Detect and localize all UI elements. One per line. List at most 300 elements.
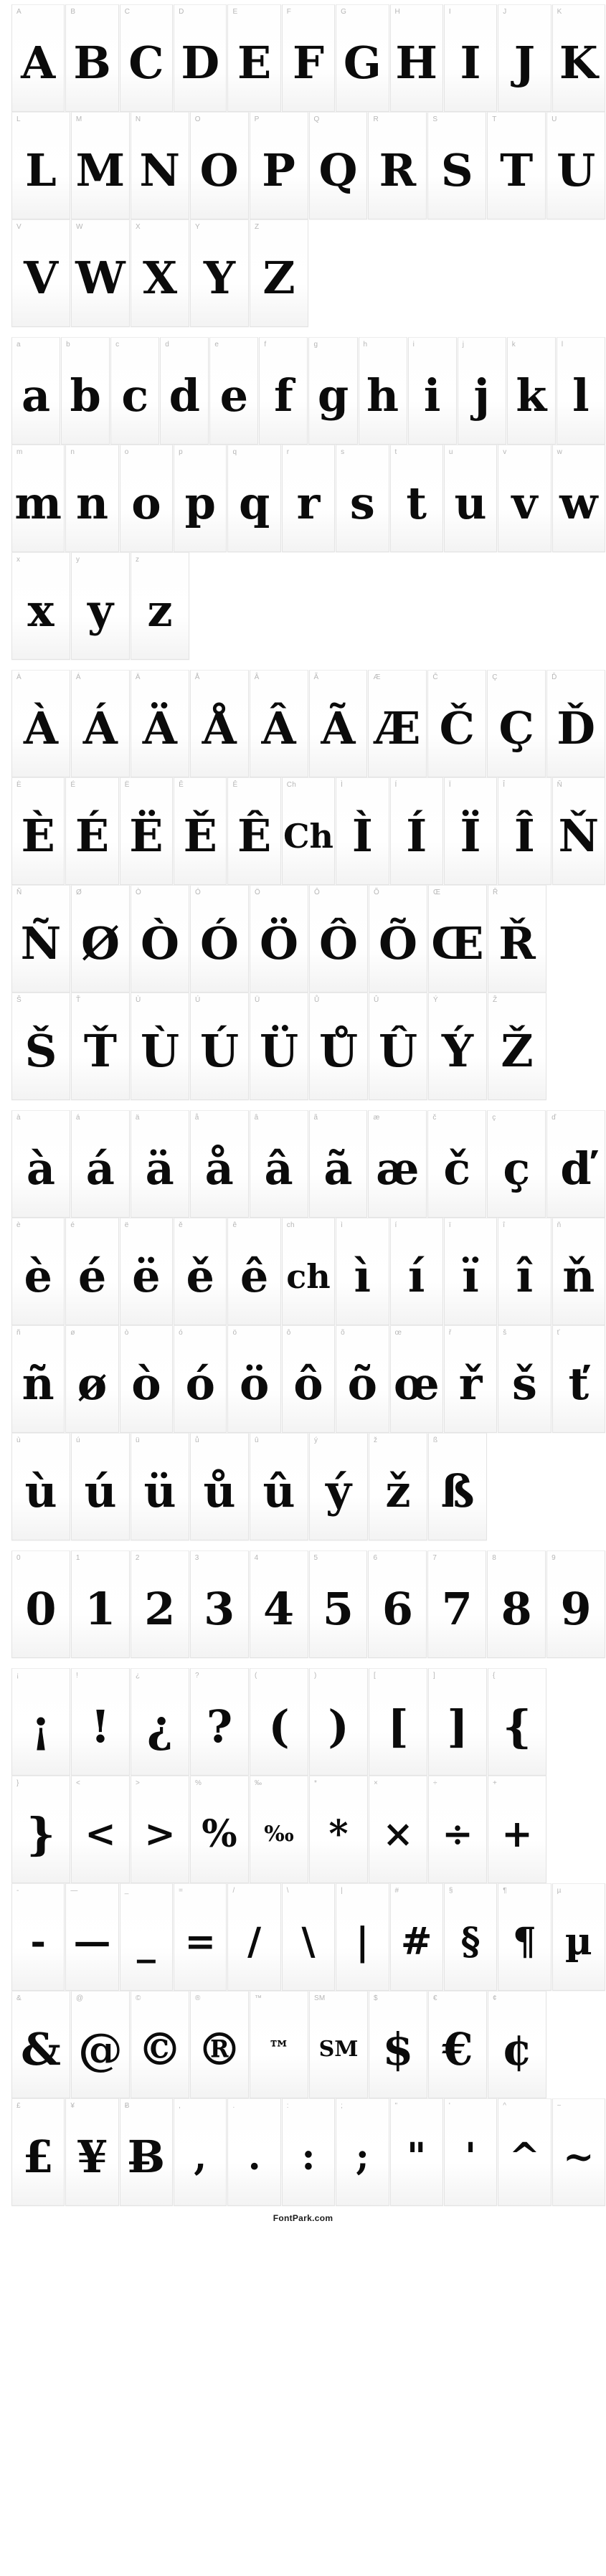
- glyph-cell[interactable]: [120, 1218, 173, 1325]
- glyph-cell[interactable]: [498, 445, 551, 552]
- glyph-label: *: [314, 1779, 318, 1787]
- glyph-cell[interactable]: [428, 1991, 487, 2098]
- glyph-cell[interactable]: [390, 2098, 443, 2206]
- glyph-label: h: [363, 341, 368, 349]
- glyph-character: f: [274, 369, 293, 422]
- glyph-cell[interactable]: [488, 1991, 546, 2098]
- glyph-cell[interactable]: [71, 552, 130, 660]
- glyph-cell[interactable]: [11, 4, 65, 112]
- glyph-cell[interactable]: [428, 1776, 487, 1883]
- glyph-cell[interactable]: [309, 1110, 368, 1218]
- glyph-cell[interactable]: [11, 112, 70, 219]
- glyph-cell[interactable]: [11, 993, 70, 1100]
- glyph-cell[interactable]: [131, 1776, 189, 1883]
- glyph-cell[interactable]: [359, 337, 407, 445]
- glyph-row-punct-3: [0, 1883, 606, 1991]
- glyph-cell[interactable]: [336, 4, 389, 112]
- glyph-label: t: [394, 448, 397, 456]
- glyph-cell[interactable]: [336, 1883, 389, 1991]
- glyph-cell[interactable]: [552, 777, 605, 885]
- glyph-label: Ch: [286, 781, 296, 789]
- glyph-label: Õ: [374, 889, 379, 896]
- glyph-cell[interactable]: [427, 1110, 486, 1218]
- glyph-row-lower-2: [0, 445, 606, 552]
- glyph-cell[interactable]: [71, 1110, 130, 1218]
- glyph-cell[interactable]: [390, 4, 443, 112]
- glyph-label: č: [432, 1114, 437, 1122]
- glyph-character: O: [199, 144, 239, 196]
- glyph-label: é: [70, 1221, 75, 1229]
- glyph-cell[interactable]: [227, 777, 280, 885]
- glyph-label: Ě: [179, 781, 184, 789]
- glyph-cell[interactable]: [428, 1668, 487, 1776]
- glyph-cell[interactable]: [110, 337, 159, 445]
- glyph-cell[interactable]: [190, 993, 249, 1100]
- glyph-cell[interactable]: [552, 2098, 605, 2206]
- glyph-cell[interactable]: [498, 777, 551, 885]
- glyph-label: U: [551, 115, 557, 123]
- glyph-cell[interactable]: [120, 2098, 173, 2206]
- glyph-cell[interactable]: [11, 1433, 70, 1540]
- glyph-cell[interactable]: [282, 4, 335, 112]
- glyph-character: ?: [206, 1700, 233, 1753]
- glyph-cell[interactable]: [282, 2098, 335, 2206]
- glyph-label: æ: [373, 1114, 380, 1122]
- glyph-cell[interactable]: [131, 1550, 189, 1658]
- glyph-cell[interactable]: [11, 2098, 65, 2206]
- glyph-character: a: [21, 369, 51, 422]
- glyph-cell[interactable]: [174, 777, 227, 885]
- glyph-cell[interactable]: [428, 993, 487, 1100]
- glyph-character: ô: [293, 1358, 323, 1410]
- glyph-cell[interactable]: [368, 1550, 427, 1658]
- glyph-cell[interactable]: [174, 4, 227, 112]
- glyph-cell[interactable]: [11, 885, 70, 993]
- glyph-cell[interactable]: [309, 1776, 368, 1883]
- glyph-cell[interactable]: [71, 885, 130, 993]
- glyph-cell[interactable]: [71, 1991, 130, 2098]
- glyph-cell[interactable]: [190, 1110, 249, 1218]
- glyph-cell[interactable]: [11, 445, 65, 552]
- glyph-cell[interactable]: [369, 1668, 427, 1776]
- glyph-character: [: [387, 1700, 409, 1753]
- glyph-cell[interactable]: [71, 1433, 130, 1540]
- glyph-cell[interactable]: [11, 1776, 70, 1883]
- glyph-label: Ë: [124, 781, 130, 789]
- glyph-cell[interactable]: [427, 112, 486, 219]
- glyph-cell[interactable]: [408, 337, 457, 445]
- glyph-cell[interactable]: [131, 552, 189, 660]
- glyph-cell[interactable]: [131, 1110, 189, 1218]
- glyph-cell[interactable]: [308, 337, 357, 445]
- glyph-cell[interactable]: [131, 1991, 189, 2098]
- glyph-cell[interactable]: [546, 1550, 605, 1658]
- glyph-character: ù: [24, 1465, 57, 1517]
- glyph-label: ;: [341, 2102, 344, 2110]
- glyph-cell[interactable]: [65, 1883, 118, 1991]
- glyph-cell[interactable]: [444, 1325, 497, 1433]
- glyph-cell[interactable]: [427, 670, 486, 777]
- glyph-character: ;: [355, 2135, 369, 2179]
- glyph-character: q: [238, 477, 270, 529]
- glyph-cell[interactable]: [65, 777, 118, 885]
- glyph-character: Æ: [374, 702, 421, 754]
- glyph-cell[interactable]: [250, 112, 308, 219]
- glyph-cell[interactable]: [190, 1776, 249, 1883]
- glyph-row-lower-1: [0, 337, 606, 445]
- glyph-cell[interactable]: [227, 2098, 280, 2206]
- glyph-cell[interactable]: [557, 337, 605, 445]
- glyph-cell[interactable]: [190, 1668, 249, 1776]
- glyph-cell[interactable]: [369, 1776, 427, 1883]
- glyph-label: ò: [124, 1329, 129, 1337]
- glyph-cell[interactable]: [546, 112, 605, 219]
- glyph-cell[interactable]: [190, 885, 249, 993]
- glyph-cell[interactable]: [444, 4, 497, 112]
- glyph-cell[interactable]: [498, 1218, 551, 1325]
- glyph-cell[interactable]: [309, 885, 368, 993]
- glyph-cell[interactable]: [428, 1433, 487, 1540]
- glyph-cell[interactable]: [71, 1776, 130, 1883]
- glyph-cell[interactable]: [250, 993, 308, 1100]
- glyph-character: ç: [503, 1142, 531, 1195]
- glyph-character: ‰: [264, 1822, 294, 1847]
- glyph-cell[interactable]: [368, 112, 427, 219]
- glyph-cell[interactable]: [209, 337, 258, 445]
- glyph-cell[interactable]: [487, 112, 546, 219]
- glyph-character: å: [204, 1142, 234, 1195]
- glyph-label: Q: [313, 115, 320, 123]
- glyph-cell[interactable]: [11, 1325, 65, 1433]
- glyph-cell[interactable]: [309, 112, 368, 219]
- group-separator: [0, 1540, 606, 1550]
- glyph-label: Ô: [314, 889, 320, 896]
- glyph-label: Û: [374, 996, 379, 1004]
- glyph-cell[interactable]: [11, 552, 70, 660]
- glyph-cell[interactable]: [250, 1991, 308, 2098]
- glyph-row-symbols-2: [0, 2098, 606, 2206]
- glyph-cell[interactable]: [120, 777, 173, 885]
- glyph-cell[interactable]: [131, 993, 189, 1100]
- glyph-character: D: [181, 37, 220, 89]
- glyph-cell[interactable]: [174, 1325, 227, 1433]
- glyph-label: ù: [16, 1436, 21, 1444]
- glyph-cell[interactable]: [498, 1325, 551, 1433]
- glyph-cell[interactable]: [174, 445, 227, 552]
- glyph-cell[interactable]: [11, 1991, 70, 2098]
- glyph-cell[interactable]: [11, 1883, 65, 1991]
- glyph-cell[interactable]: [250, 219, 308, 327]
- glyph-label: ×: [374, 1779, 379, 1787]
- glyph-cell[interactable]: [282, 1883, 335, 1991]
- glyph-cell[interactable]: [498, 4, 551, 112]
- glyph-cell[interactable]: [444, 1218, 497, 1325]
- glyph-cell[interactable]: [250, 1433, 308, 1540]
- glyph-label: !: [76, 1672, 78, 1680]
- glyph-label: Ì: [341, 781, 344, 789]
- glyph-cell[interactable]: [11, 219, 70, 327]
- glyph-cell[interactable]: [131, 1668, 189, 1776]
- glyph-character: t: [406, 477, 427, 529]
- glyph-cell[interactable]: [174, 1883, 227, 1991]
- glyph-cell[interactable]: [71, 993, 130, 1100]
- glyph-character: Ì: [351, 810, 373, 862]
- glyph-cell[interactable]: [174, 2098, 227, 2206]
- glyph-label: È: [16, 781, 22, 789]
- glyph-cell[interactable]: [11, 1218, 65, 1325]
- glyph-character: ä: [145, 1142, 174, 1195]
- glyph-cell[interactable]: [120, 1883, 173, 1991]
- glyph-cell[interactable]: [546, 1110, 605, 1218]
- glyph-cell[interactable]: [458, 337, 506, 445]
- glyph-label: 9: [551, 1554, 556, 1562]
- glyph-cell[interactable]: [552, 1325, 605, 1433]
- glyph-label: ‰: [255, 1779, 262, 1787]
- glyph-cell[interactable]: [282, 777, 335, 885]
- glyph-label: R: [373, 115, 379, 123]
- glyph-cell[interactable]: [336, 777, 389, 885]
- glyph-character: o: [131, 477, 161, 529]
- glyph-character: 1: [85, 1583, 116, 1635]
- glyph-label: F: [286, 8, 292, 16]
- glyph-label: k: [511, 341, 516, 349]
- glyph-label: ¡: [16, 1672, 19, 1680]
- glyph-cell[interactable]: [131, 885, 189, 993]
- glyph-cell[interactable]: [227, 1883, 280, 1991]
- glyph-cell[interactable]: [11, 777, 65, 885]
- glyph-cell[interactable]: [444, 2098, 497, 2206]
- glyph-cell[interactable]: [160, 337, 209, 445]
- glyph-cell[interactable]: [336, 445, 389, 552]
- glyph-cell[interactable]: [309, 1550, 368, 1658]
- glyph-character: F: [292, 37, 324, 89]
- glyph-cell[interactable]: [369, 885, 427, 993]
- glyph-label: Ň: [557, 781, 563, 789]
- glyph-cell[interactable]: [390, 777, 443, 885]
- glyph-character: ]: [447, 1700, 468, 1753]
- glyph-label: 5: [313, 1554, 318, 1562]
- glyph-character: %: [202, 1812, 237, 1856]
- glyph-cell[interactable]: [120, 1325, 173, 1433]
- glyph-cell[interactable]: [444, 777, 497, 885]
- glyph-cell[interactable]: [428, 885, 487, 993]
- glyph-cell[interactable]: [131, 1433, 189, 1540]
- glyph-label: K: [557, 8, 562, 16]
- glyph-label: Ř: [493, 889, 498, 896]
- glyph-label: o: [124, 448, 129, 456]
- glyph-label: A: [16, 8, 22, 16]
- glyph-label: Á: [75, 673, 81, 681]
- glyph-character: ø: [77, 1358, 108, 1410]
- glyph-cell[interactable]: [336, 1325, 389, 1433]
- glyph-cell[interactable]: [498, 2098, 551, 2206]
- glyph-cell[interactable]: [227, 1325, 280, 1433]
- glyph-character: Ë: [129, 810, 164, 862]
- glyph-row-upper-2: [0, 112, 606, 219]
- glyph-cell[interactable]: [190, 1550, 249, 1658]
- glyph-cell[interactable]: [487, 1110, 546, 1218]
- glyph-cell[interactable]: [65, 1325, 118, 1433]
- glyph-label: õ: [341, 1329, 345, 1337]
- glyph-character: Ê: [237, 810, 272, 862]
- glyph-cell[interactable]: [390, 1883, 443, 1991]
- glyph-character: §: [460, 1920, 480, 1964]
- glyph-character: —: [73, 1920, 111, 1964]
- glyph-cell[interactable]: [368, 1110, 427, 1218]
- glyph-cell[interactable]: [131, 219, 189, 327]
- glyph-label: b: [66, 341, 70, 349]
- glyph-cell[interactable]: [71, 670, 130, 777]
- glyph-cell[interactable]: [336, 2098, 389, 2206]
- glyph-character: =: [184, 1920, 217, 1964]
- glyph-character: }: [27, 1808, 55, 1860]
- glyph-cell[interactable]: [390, 445, 443, 552]
- glyph-cell[interactable]: [427, 1550, 486, 1658]
- glyph-label: q: [232, 448, 237, 456]
- glyph-cell[interactable]: [487, 1550, 546, 1658]
- glyph-character: ň: [562, 1250, 595, 1302]
- glyph-cell[interactable]: [259, 337, 308, 445]
- glyph-cell[interactable]: [11, 1110, 70, 1218]
- glyph-cell[interactable]: [190, 219, 249, 327]
- glyph-cell[interactable]: [190, 1433, 249, 1540]
- glyph-cell[interactable]: [250, 670, 308, 777]
- glyph-cell[interactable]: [309, 1433, 368, 1540]
- glyph-label: Ý: [433, 996, 438, 1004]
- glyph-cell[interactable]: [369, 993, 427, 1100]
- glyph-cell[interactable]: [65, 1218, 118, 1325]
- glyph-label: r: [286, 448, 290, 456]
- glyph-cell[interactable]: [369, 1433, 427, 1540]
- glyph-label: Ť: [76, 996, 81, 1004]
- glyph-cell[interactable]: [309, 1668, 368, 1776]
- glyph-cell[interactable]: [552, 4, 605, 112]
- glyph-cell[interactable]: [11, 670, 70, 777]
- glyph-cell[interactable]: [444, 445, 497, 552]
- glyph-cell[interactable]: [282, 1325, 335, 1433]
- glyph-cell[interactable]: [11, 337, 60, 445]
- glyph-cell[interactable]: [250, 1550, 308, 1658]
- glyph-character: 4: [263, 1583, 295, 1635]
- glyph-cell[interactable]: [250, 1668, 308, 1776]
- glyph-cell[interactable]: [227, 1218, 280, 1325]
- glyph-cell[interactable]: [227, 445, 280, 552]
- glyph-label: c: [115, 341, 120, 349]
- glyph-cell[interactable]: [552, 1218, 605, 1325]
- glyph-cell[interactable]: [546, 670, 605, 777]
- glyph-cell[interactable]: [336, 1218, 389, 1325]
- glyph-character: g: [317, 369, 349, 422]
- glyph-cell[interactable]: [250, 1110, 308, 1218]
- glyph-character: é: [77, 1250, 107, 1302]
- glyph-cell[interactable]: [190, 112, 249, 219]
- glyph-cell[interactable]: [11, 1550, 70, 1658]
- glyph-cell[interactable]: [250, 1776, 308, 1883]
- glyph-character: u: [454, 477, 487, 529]
- glyph-cell[interactable]: [65, 4, 118, 112]
- glyph-label: ": [394, 2102, 398, 2110]
- glyph-cell[interactable]: [282, 445, 335, 552]
- group-separator: [0, 1100, 606, 1110]
- glyph-character: ¶: [512, 1920, 536, 1964]
- glyph-cell[interactable]: [71, 112, 130, 219]
- glyph-cell[interactable]: [369, 1991, 427, 2098]
- glyph-label: ô: [286, 1329, 291, 1337]
- glyph-character: û: [262, 1465, 295, 1517]
- glyph-label: G: [341, 8, 347, 16]
- glyph-cell[interactable]: [227, 4, 280, 112]
- glyph-label: /: [232, 1887, 235, 1895]
- glyph-cell[interactable]: [309, 670, 368, 777]
- glyph-cell[interactable]: [190, 670, 249, 777]
- glyph-cell[interactable]: [11, 1668, 70, 1776]
- glyph-label: À: [16, 673, 22, 681]
- glyph-cell[interactable]: [65, 2098, 118, 2206]
- glyph-label: ©: [136, 1994, 141, 2002]
- glyph-character: ì: [354, 1250, 371, 1302]
- glyph-cell[interactable]: [488, 993, 546, 1100]
- glyph-cell[interactable]: [309, 1991, 368, 2098]
- glyph-character: â: [264, 1142, 293, 1195]
- glyph-cell[interactable]: [507, 337, 556, 445]
- glyph-row-punct-2: [0, 1776, 606, 1883]
- glyph-character: Ï: [460, 810, 481, 862]
- glyph-cell[interactable]: [71, 219, 130, 327]
- glyph-cell[interactable]: [131, 670, 189, 777]
- glyph-character: Á: [82, 702, 118, 754]
- glyph-cell[interactable]: [131, 112, 189, 219]
- glyph-cell[interactable]: [71, 1668, 130, 1776]
- glyph-cell[interactable]: [368, 670, 427, 777]
- glyph-cell[interactable]: [498, 1883, 551, 1991]
- glyph-label: L: [16, 115, 21, 123]
- glyph-cell[interactable]: [250, 885, 308, 993]
- glyph-cell[interactable]: [444, 1883, 497, 1991]
- glyph-label: î: [503, 1221, 506, 1229]
- glyph-cell[interactable]: [282, 1218, 335, 1325]
- glyph-label: ž: [374, 1436, 378, 1444]
- glyph-cell[interactable]: [488, 1668, 546, 1776]
- glyph-label: y: [76, 556, 80, 564]
- glyph-label: œ: [394, 1329, 402, 1337]
- glyph-cell[interactable]: [61, 337, 110, 445]
- glyph-label: 4: [254, 1554, 259, 1562]
- glyph-label: Ů: [314, 996, 320, 1004]
- glyph-label: &: [16, 1994, 22, 2002]
- glyph-cell[interactable]: [390, 1325, 443, 1433]
- glyph-cell[interactable]: [65, 445, 118, 552]
- glyph-cell[interactable]: [174, 1218, 227, 1325]
- glyph-cell[interactable]: [120, 4, 173, 112]
- glyph-cell[interactable]: [120, 445, 173, 552]
- glyph-cell[interactable]: [488, 885, 546, 993]
- glyph-character: SM: [318, 2037, 359, 2062]
- glyph-cell[interactable]: [488, 1776, 546, 1883]
- glyph-cell[interactable]: [552, 445, 605, 552]
- glyph-cell[interactable]: [309, 993, 368, 1100]
- glyph-label: ch: [286, 1221, 295, 1229]
- glyph-cell[interactable]: [487, 670, 546, 777]
- glyph-character: \: [301, 1920, 316, 1964]
- glyph-cell[interactable]: [552, 1883, 605, 1991]
- glyph-cell[interactable]: [390, 1218, 443, 1325]
- glyph-label: µ: [557, 1887, 562, 1895]
- glyph-character: Ř: [498, 917, 536, 970]
- glyph-character: ë: [132, 1250, 161, 1302]
- glyph-character: E: [237, 37, 272, 89]
- glyph-cell[interactable]: [190, 1991, 249, 2098]
- glyph-cell[interactable]: [71, 1550, 130, 1658]
